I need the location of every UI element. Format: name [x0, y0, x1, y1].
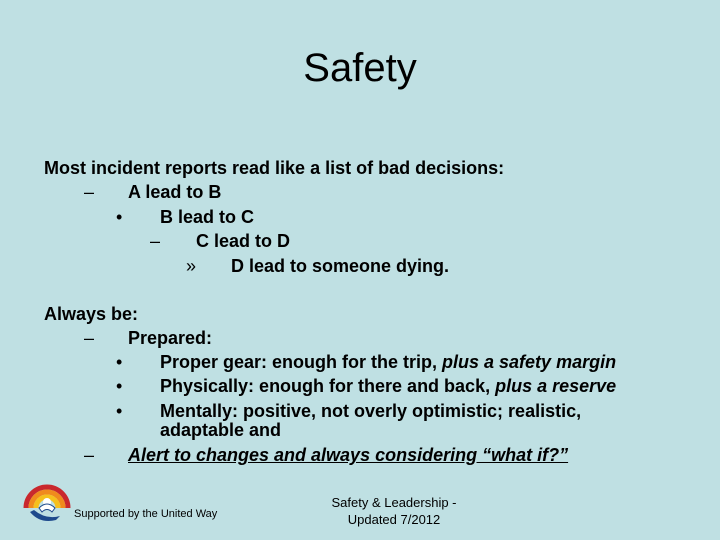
block2-intro	[44, 303, 138, 325]
block2-intro-text: Always be:	[44, 304, 139, 324]
item-c-to-d-text: C lead to D	[196, 231, 291, 251]
bullet-marker: •	[116, 376, 123, 396]
list-item-prepared	[84, 327, 213, 349]
series-info	[314, 494, 474, 528]
item-b-to-c-text: B lead to C	[160, 207, 255, 227]
list-item-a-to-b	[84, 181, 222, 203]
list-item-alert	[84, 444, 569, 466]
list-item-physical	[116, 375, 617, 397]
bullet-marker: •	[116, 352, 123, 372]
supported-by-text: Supported by the United Way	[74, 508, 218, 520]
dash-marker: –	[84, 445, 95, 465]
block1-intro-text: Most incident reports read like a list of bad decisions:	[44, 158, 505, 178]
mental-text-line1: Mentally: positive, not overly optimistic; realistic,	[160, 401, 582, 421]
gear-emphasis: plus a safety margin	[442, 352, 617, 372]
physical-text: Physically: enough for there and back,	[160, 376, 496, 396]
alert-text: Alert to changes and always considering “what if?”	[128, 445, 569, 465]
slide-title: Safety	[303, 46, 417, 90]
prepared-text: Prepared:	[128, 328, 213, 348]
series-line1: Safety & Leadership -	[331, 495, 457, 510]
list-item-c-to-d	[150, 230, 291, 252]
item-d-dying-text: D lead to someone dying.	[231, 256, 450, 276]
list-item-d-to-dying	[186, 255, 450, 277]
dash-marker: –	[84, 328, 95, 348]
item-a-to-b-text: A lead to B	[128, 182, 222, 202]
dash-marker: –	[84, 182, 95, 202]
bullet-marker: •	[116, 207, 123, 227]
bullet-marker: •	[116, 401, 123, 421]
dash-marker: –	[150, 231, 161, 251]
guillemet-marker: »	[186, 256, 197, 276]
block1-intro	[44, 157, 504, 179]
list-item-b-to-c	[116, 206, 255, 228]
physical-emphasis: plus a reserve	[495, 376, 617, 396]
united-way-logo	[22, 478, 72, 524]
list-item-mental-cont	[160, 419, 281, 441]
list-item-gear	[116, 351, 617, 373]
gear-text: Proper gear: enough for the trip,	[160, 352, 443, 372]
series-line2: Updated 7/2012	[347, 512, 441, 527]
mental-text-line2: adaptable and	[160, 420, 282, 440]
